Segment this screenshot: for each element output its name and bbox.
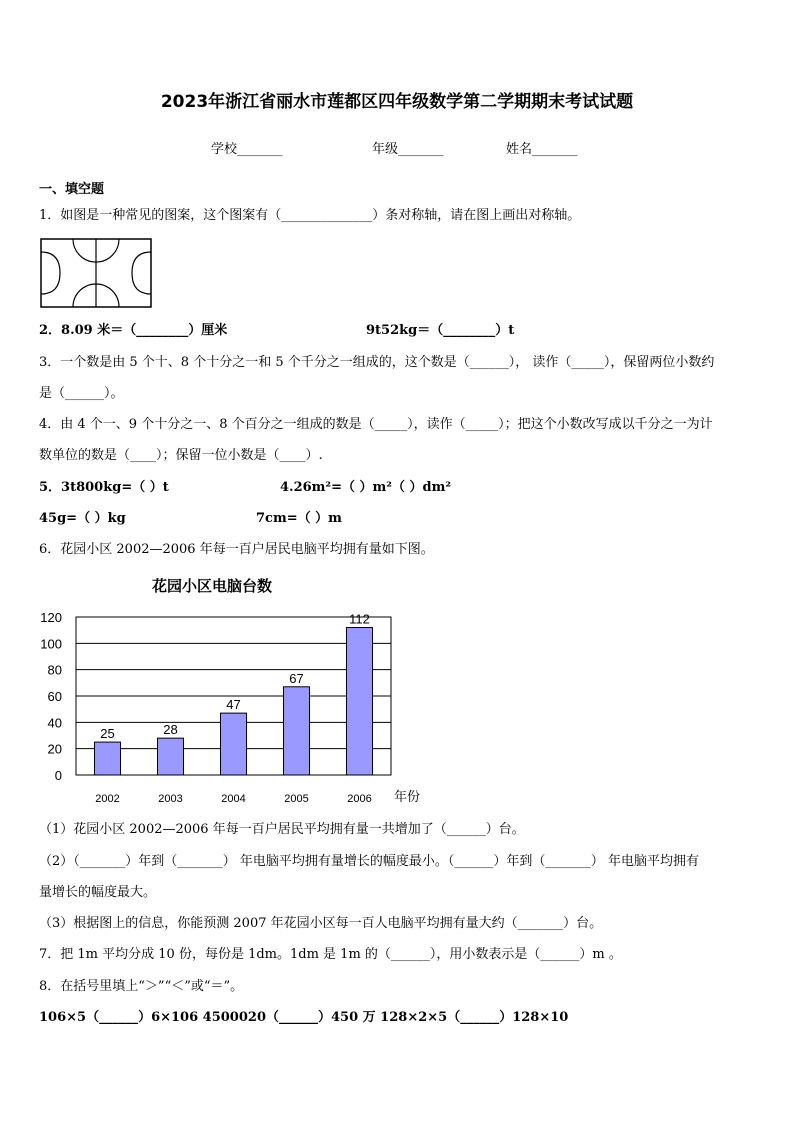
question-1: 1．如图是一种常见的图案，这个图案有（______________）条对称轴，请在图上画出对称轴。 (39, 208, 581, 223)
chart-x-tick-label: 2002 (95, 793, 120, 805)
question-6-sub1: （1）花园小区 2002—2006 年每一百户居民平均拥有量一共增加了（______）台。 (39, 822, 525, 837)
question-6-intro: 6．花园小区 2002—2006 年每一百户居民电脑平均拥有量如下图。 (39, 542, 434, 557)
page-title: 2023年浙江省丽水市莲都区四年级数学第二学期期末考试试题 (160, 92, 634, 112)
basketball-court-figure (40, 238, 152, 308)
question-2-right: 9t52kg＝（________）t (366, 323, 515, 338)
chart-x-axis (95, 793, 371, 805)
chart-x-tick-label: 2003 (158, 793, 183, 805)
question-6-sub2-line1: （2）（_______）年到（_______） 年电脑平均拥有量增长的幅度最小。（______）年到（_______） 年电脑平均拥有 (39, 854, 700, 869)
chart-x-tick-label: 2005 (284, 793, 309, 805)
question-6-sub2-line2: 量增长的幅度最大。 (39, 885, 157, 900)
chart-y-tick-label: 20 (47, 741, 62, 757)
question-8-items: 106×5（______）6×106 4500020（______）450 万 128×2×5（______）128×10 (39, 1010, 569, 1025)
chart-y-axis (40, 610, 62, 783)
question-5a: 5．3t800kg=（ ）t (39, 480, 169, 495)
chart-x-tick-label: 2006 (347, 793, 372, 805)
question-3-line1: 3．一个数是由 5 个十、8 个十分之一和 5 个千分之一组成的，这个数是（______）， 读作（_____），保留两位小数约 (39, 355, 715, 370)
chart-y-tick-label: 100 (40, 636, 62, 652)
question-6-sub3: （3）根据图上的信息，你能预测 2007 年花园小区每一百人电脑平均拥有量大约（_______）台。 (39, 916, 603, 931)
chart-x-axis-label: 年份 (394, 789, 421, 804)
chart-y-tick-label: 40 (47, 715, 62, 731)
grade-field[interactable]: 年级_______ (372, 142, 444, 157)
chart-y-tick-label: 120 (40, 610, 62, 625)
chart-y-tick-label: 0 (54, 768, 62, 783)
question-4-line1: 4．由 4 个一、9 个十分之一、8 个百分之一组成的数是（_____），读作（_____）；把这个小数改写成以千分之一为计 (39, 417, 713, 432)
chart-bar-2004 (221, 713, 247, 775)
school-field[interactable]: 学校_______ (211, 142, 283, 157)
chart-value-label: 25 (100, 726, 115, 742)
question-8: 8．在括号里填上“＞”“＜”或“＝”。 (39, 979, 244, 994)
question-5d: 7cm=（ ）m (256, 511, 342, 526)
question-5b: 4.26m²=（ ）m²（ ）dm² (280, 480, 452, 495)
question-7: 7．把 1m 平均分成 10 份，每份是 1dm。1dm 是 1m 的（______），用小数表示是（______）m 。 (39, 947, 622, 962)
chart-bar-2006 (347, 628, 373, 775)
question-2-left: 2．8.09 米＝（________）厘米 (39, 323, 228, 338)
bar-chart (30, 605, 450, 810)
chart-value-label: 28 (163, 722, 178, 738)
question-3-line2: 是（______）。 (39, 386, 124, 401)
question-5c: 45g=（ ）kg (39, 511, 126, 526)
chart-bar-2003 (158, 738, 184, 775)
chart-value-label: 67 (289, 670, 304, 686)
chart-y-tick-label: 80 (47, 662, 62, 678)
chart-title: 花园小区电脑台数 (152, 577, 273, 595)
chart-x-tick-label: 2004 (221, 793, 246, 805)
chart-bar-2002 (95, 742, 121, 775)
chart-y-tick-label: 60 (47, 689, 62, 704)
question-4-line2: 数单位的数是（____）；保留一位小数是（____）. (39, 448, 323, 463)
chart-value-label: 47 (226, 697, 241, 713)
section-heading: 一、填空题 (39, 182, 105, 197)
name-field[interactable]: 姓名_______ (506, 142, 578, 157)
chart-bar-2005 (284, 687, 310, 775)
chart-value-label: 112 (349, 611, 370, 627)
